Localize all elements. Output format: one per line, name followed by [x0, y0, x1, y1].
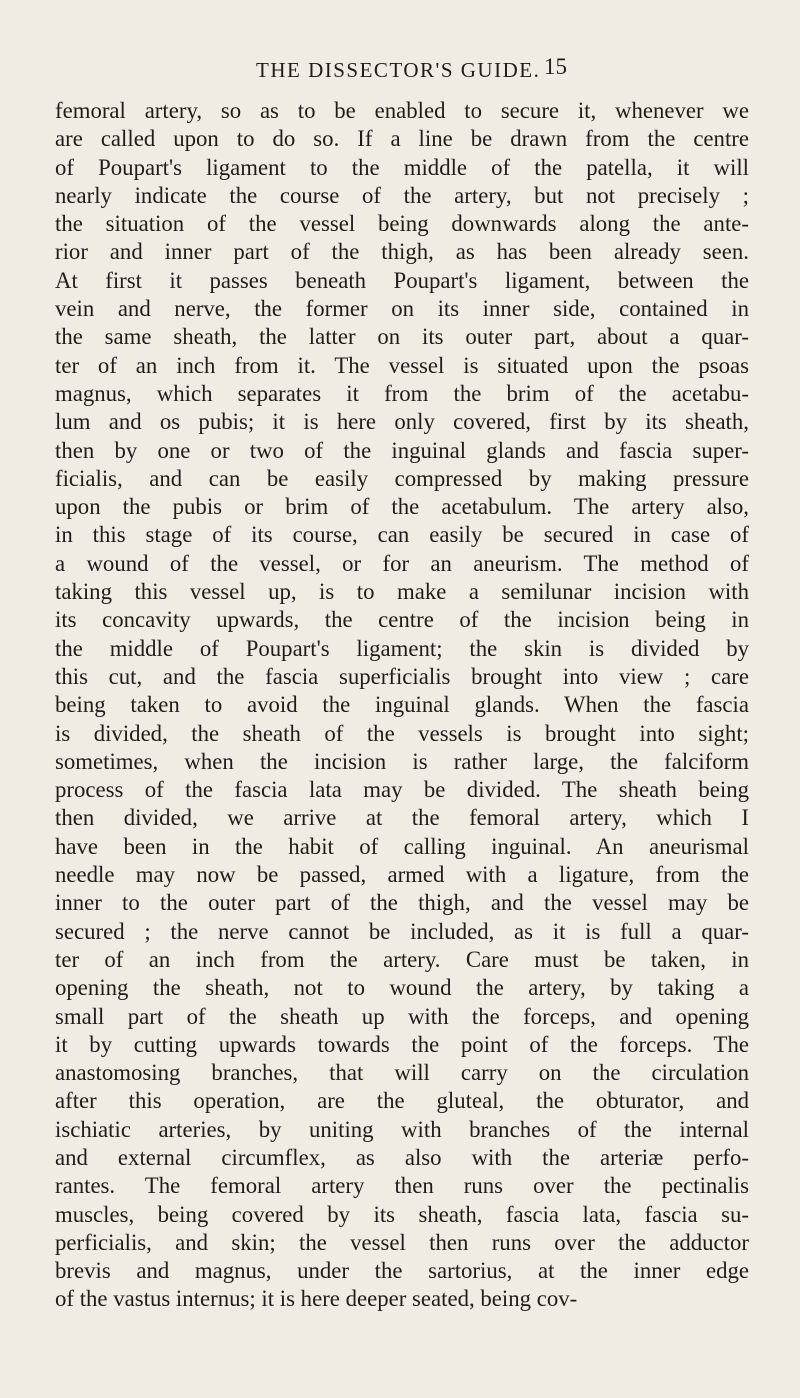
text-line: secured ; the nerve cannot be included, as it is full a quar- — [55, 918, 749, 944]
text-line: femoral artery, so as to be enabled to secure it, whenever we — [55, 98, 749, 123]
text-line: its concavity upwards, the centre of the incision being in — [55, 607, 749, 633]
text-line: have been in the habit of calling inguinal. An aneurismal — [55, 833, 749, 859]
text-line: is divided, the sheath of the vessels is brought into sight; — [55, 720, 749, 746]
text-line: magnus, which separates it from the brim of the acetabu- — [55, 380, 749, 406]
text-line: small part of the sheath up with the forceps, and opening — [55, 1003, 749, 1029]
text-line: then divided, we arrive at the femoral artery, which I — [55, 805, 749, 831]
text-line: the middle of Poupart's ligament; the skin is divided by — [55, 635, 749, 661]
text-line: muscles, being covered by its sheath, fascia lata, fascia su- — [55, 1201, 749, 1227]
text-line: the situation of the vessel being downwards along the ante- — [55, 211, 749, 237]
text-line: this cut, and the fascia superficialis brought into view ; care — [55, 663, 749, 689]
text-line: ter of an inch from the artery. Care must be taken, in — [55, 946, 749, 972]
text-line: a wound of the vessel, or for an aneurism. The method of — [55, 550, 749, 576]
text-line: taking this vessel up, is to make a semilunar incision with — [55, 579, 749, 605]
text-line: vein and nerve, the former on its inner side, contained in — [55, 296, 749, 322]
text-line: the same sheath, the latter on its outer part, about a quar- — [55, 324, 749, 350]
text-line: perficialis, and skin; the vessel then runs over the adductor — [55, 1229, 749, 1255]
text-line: lum and os pubis; it is here only covered, first by its sheath, — [55, 409, 749, 435]
text-line: rior and inner part of the thigh, as has been already seen. — [55, 239, 749, 265]
text-line: opening the sheath, not to wound the artery, by taking a — [55, 975, 749, 1001]
text-line: process of the fascia lata may be divided. The sheath being — [55, 777, 749, 803]
running-head: THE DISSECTOR'S GUIDE. — [256, 58, 541, 82]
text-line: ficialis, and can be easily compressed by making pressure — [55, 465, 749, 491]
page-number: 15 — [544, 54, 567, 79]
text-line: it by cutting upwards towards the point of the forceps. The — [55, 1031, 749, 1057]
text-line: sometimes, when the incision is rather large, the falciform — [55, 748, 749, 774]
body-text — [55, 97, 749, 1314]
text-line: At first it passes beneath Poupart's ligament, between the — [55, 267, 749, 293]
text-line: in this stage of its course, can easily be secured in case of — [55, 522, 749, 548]
text-line: of Poupart's ligament to the middle of the patella, it will — [55, 154, 749, 180]
text-line: inner to the outer part of the thigh, and the vessel may be — [55, 890, 749, 916]
text-line: nearly indicate the course of the artery, but not precisely ; — [55, 182, 749, 208]
text-line: needle may now be passed, armed with a ligature, from the — [55, 862, 749, 888]
text-line: of the vastus internus; it is here deeper seated, being cov- — [55, 1286, 578, 1312]
text-line: being taken to avoid the inguinal glands. When the fascia — [55, 692, 749, 718]
text-line: upon the pubis or brim of the acetabulum. The artery also, — [55, 494, 749, 520]
text-line: and external circumflex, as also with the arteriæ perfo- — [55, 1144, 749, 1170]
text-line: ischiatic arteries, by uniting with branches of the internal — [55, 1116, 749, 1142]
text-line: ter of an inch from it. The vessel is situated upon the psoas — [55, 352, 749, 378]
text-line: are called upon to do so. If a line be drawn from the centre — [55, 126, 749, 152]
text-line: brevis and magnus, under the sartorius, at the inner edge — [55, 1258, 749, 1284]
text-line: anastomosing branches, that will carry on the circulation — [55, 1060, 749, 1086]
text-line: after this operation, are the gluteal, the obturator, and — [55, 1088, 749, 1114]
text-line: then by one or two of the inguinal glands and fascia super- — [55, 437, 749, 463]
text-line: rantes. The femoral artery then runs over the pectinalis — [55, 1173, 749, 1199]
